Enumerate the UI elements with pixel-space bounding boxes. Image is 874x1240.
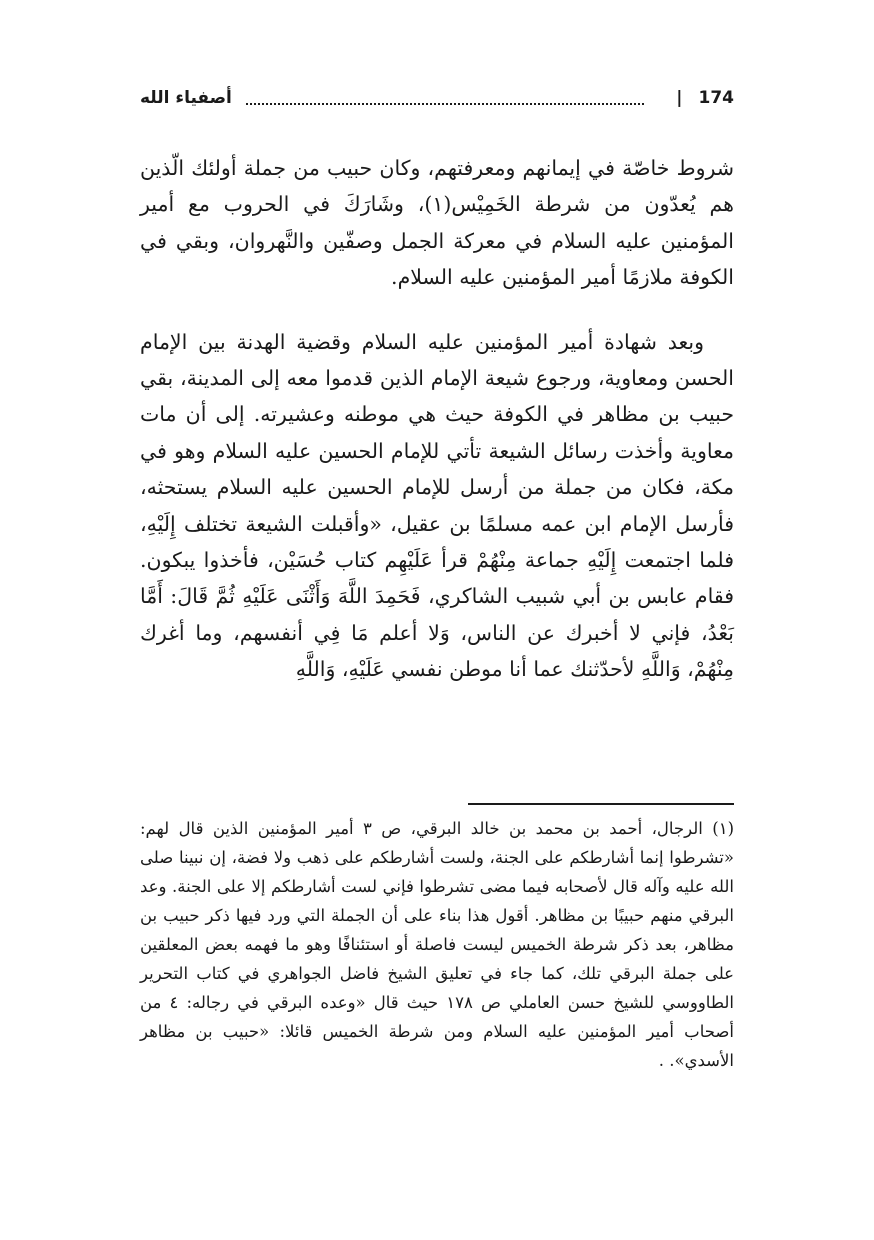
header-separator: |: [676, 88, 683, 108]
footnote-divider: [468, 803, 734, 805]
book-title: أصفياء الله: [140, 88, 232, 108]
page-header: [140, 84, 734, 112]
header-dotted-leader: [246, 103, 644, 105]
paragraph: وبعد شهادة أمير المؤمنين عليه السلام وقضية الهدنة بين الإمام الحسن ومعاوية، ورجوع شيعة الإمام الذين قدموا معه إلى المدينة، بقي حبيب بن مظاهر في الكوفة حيث هي موطنه وعشيرته. إلى أن مات معاوية وأخذت رسائل الشيعة تأتي للإمام الحسين عليه السلام وهو في مكة، فكان من جملة من أرسل للإمام الحسين عليه السلام يستحثه، فأرسل الإمام ابن عمه مسلمًا بن عقيل، «وأقبلت الشيعة تختلف إِلَيْهِ، فلما اجتمعت إِلَيْهِ جماعة مِنْهُمْ قرأ عَلَيْهِم كتاب حُسَيْن، فأخذوا يبكون. فقام عابس بن أبي شبيب الشاكري، فَحَمِدَ اللَّهَ وَأَثْنَى عَلَيْهِ ثُمَّ قَالَ: أَمَّا بَعْدُ، فإني لا أخبرك عن الناس، وَلا أعلم مَا فِي أنفسهم، وما أغرك مِنْهُمْ، وَاللَّهِ لأحدّثنك عما أنا موطن نفسي عَلَيْهِ، وَاللَّهِ: [140, 329, 734, 682]
footnote-text: (١) الرجال، أحمد بن محمد بن خالد البرقي، ص ٣ أمير المؤمنين الذين قال لهم: «تشرطوا إنما أشارطكم على الجنة، ولست أشارطكم على ذهب ولا فضة، إن نبينا صلى الله عليه وآله قال لأصحابه فيما مضى تشرطوا فإني لست أشارطكم إلا على الجنة. وعد البرقي منهم حبيبًا بن مظاهر. أقول هذا بناء على أن الجملة التي ورد فيها ذكر حبيب بن مظاهر، بعد ذكر شرطة الخميس ليست فاصلة أو استئنافًا وهو ما فهمه بعض المعلقين على جملة البرقي تلك، كما جاء في تعليق الشيخ فاضل الجواهري في كتاب التحرير الطاووسي للشيخ حسن العاملي ص ١٧٨ حيث قال «وعده البرقي في رجاله: ٤ من أصحاب أمير المؤمنين عليه السلام ومن شرطة الخميس قائلا: «حبيب بن مظاهر الأسدي». .: [140, 819, 734, 1070]
paragraph: شروط خاصّة في إيمانهم ومعرفتهم، وكان حبيب من جملة أولئك الّذين هم يُعدّون من شرطة الخَمِيْس(١)، وشَارَكَ في الحروب مع أمير المؤمنين عليه السلام في معركة الجمل وصفّين والنَّهروان، وبقي في الكوفة ملازمًا أمير المؤمنين عليه السلام.: [140, 156, 734, 290]
page-number: 174: [698, 88, 734, 108]
footnote: [140, 814, 734, 1075]
main-text: [140, 150, 734, 688]
